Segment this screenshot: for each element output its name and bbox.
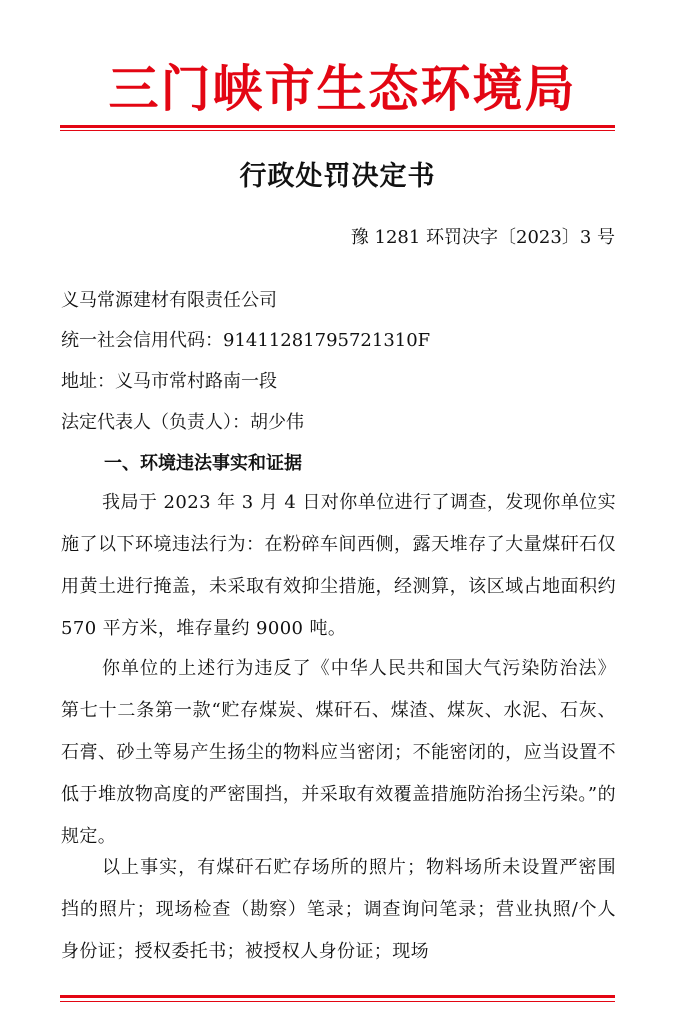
section-heading: 一、环境违法事实和证据 xyxy=(104,453,302,474)
footer-red-rule-thick xyxy=(60,995,615,998)
paragraph-investigation: 我局于 2023 年 3 月 4 日对你单位进行了调查，发现你单位实施了以下环境违法行为：在粉碎车间西侧，露天堆存了大量煤矸石仅用黄土进行掩盖，未采取有效抑尘措施，经测算，该区域占地面积约 570 平方米，堆存量约 9000 吨。 xyxy=(61,492,616,639)
document-number: 豫 1281 环罚决字〔2023〕3 号 xyxy=(350,227,615,248)
header-red-rule-thin xyxy=(60,130,615,131)
header-red-rule-thick xyxy=(60,125,615,128)
document-title: 行政处罚决定书 xyxy=(239,161,436,192)
footer-red-rule-thin xyxy=(60,1001,615,1002)
party-company-name: 义马常源建材有限责任公司 xyxy=(61,290,277,311)
party-credit-code: 统一社会信用代码：91411281795721310F xyxy=(61,330,431,351)
party-legal-representative: 法定代表人（负责人）：胡少伟 xyxy=(61,412,304,433)
agency-name: 三门峡市生态环境局 xyxy=(108,59,577,118)
paragraph-legal-violation: 你单位的上述行为违反了《中华人民共和国大气污染防治法》第七十二条第一款“贮存煤炭、煤矸石、煤渣、煤灰、水泥、石灰、石膏、砂土等易产生扬尘的物料应当密闭；不能密闭的，应当设置不低于堆放物高度的严密围挡，并采取有效覆盖措施防治扬尘污染。”的规定。 xyxy=(61,658,616,847)
paragraph-evidence: 以上事实，有煤矸石贮存场所的照片；物料场所未设置严密围挡的照片；现场检查（勘察）笔录；调查询问笔录；营业执照/个人身份证；授权委托书；被授权人身份证；现场 xyxy=(61,857,616,962)
party-address: 地址：义马市常村路南一段 xyxy=(61,371,277,392)
